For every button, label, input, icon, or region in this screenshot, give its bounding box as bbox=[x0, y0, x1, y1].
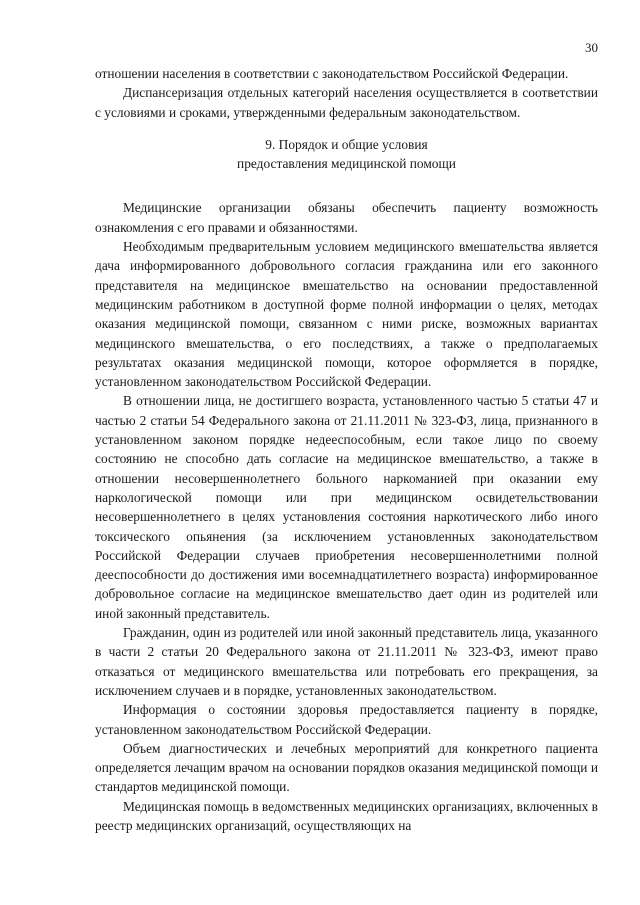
paragraph-dispanserization: Диспансеризация отдельных категорий населения осуществляется в соответствии с условиями и сроками, утвержденными федеральным законодательством. bbox=[95, 85, 598, 120]
page-number: 30 bbox=[585, 40, 598, 55]
paragraph-1: Медицинские организации обязаны обеспечить пациенту возможность ознакомления с его правами и обязанностями. bbox=[95, 200, 598, 235]
paragraph-5: Информация о состоянии здоровья предоставляется пациенту в порядке, установленном законодательством Российской Федерации. bbox=[95, 702, 598, 737]
paragraph-3: В отношении лица, не достигшего возраста, установленного частью 5 статьи 47 и частью 2 статьи 54 Федерального закона от 21.11.2011 № 323-ФЗ, лица, признанного в установленном законом порядке недееспособным, если такое лицо по своему состоянию не способно дать согласие на медицинское вмешательство, а также в отношении несовершеннолетнего больного наркоманией при оказании ему наркологической помощи или при медицинском освидетельствовании несовершеннолетнего в целях установления состояния наркотического либо иного токсического опьянения (за исключением установленных законодательством Российской Федерации случаев приобретения несовершеннолетними полной дееспособности до достижения ими восемнадцатилетнего возраста) информированное добровольное согласие на медицинское вмешательство дает один из родителей или иной законный представитель. bbox=[95, 393, 598, 621]
paragraph-continuation: отношении населения в соответствии с законодательством Российской Федерации. bbox=[95, 66, 569, 81]
paragraph-6: Объем диагностических и лечебных мероприятий для конкретного пациента определяется лечащим врачом на основании порядков оказания медицинской помощи и стандартов медицинской помощи. bbox=[95, 740, 598, 795]
paragraph-7: Медицинская помощь в ведомственных медицинских организациях, включенных в реестр медицинских организаций, осуществляющих на bbox=[95, 798, 598, 833]
section-heading-line-1: 9. Порядок и общие условия bbox=[265, 136, 428, 152]
paragraph-2: Необходимым предварительным условием медицинского вмешательства является дача информированного добровольного согласия гражданина или его законного представителя на медицинское вмешательство на основании предоставленной медицинским работником в доступной форме полной информации о целях, методах оказания медицинской помощи, связанном с ними риске, возможных вариантах медицинского вмешательства, о его последствиях, а также о предполагаемых результатах оказания медицинской помощи, которое оформляется в порядке, установленном законодательством Российской Федерации. bbox=[95, 239, 598, 390]
section-heading bbox=[95, 135, 598, 174]
section-heading-line-2: предоставления медицинской помощи bbox=[237, 156, 456, 172]
paragraph-4: Гражданин, один из родителей или иной законный представитель лица, указанного в части 2 статьи 20 Федерального закона от 21.11.2011 № 323-ФЗ, имеют право отказаться от медицинского вмешательства или потребовать его прекращения, за исключением случаев и в порядке, установленных законодательством. bbox=[95, 625, 598, 698]
document-body bbox=[95, 64, 598, 835]
